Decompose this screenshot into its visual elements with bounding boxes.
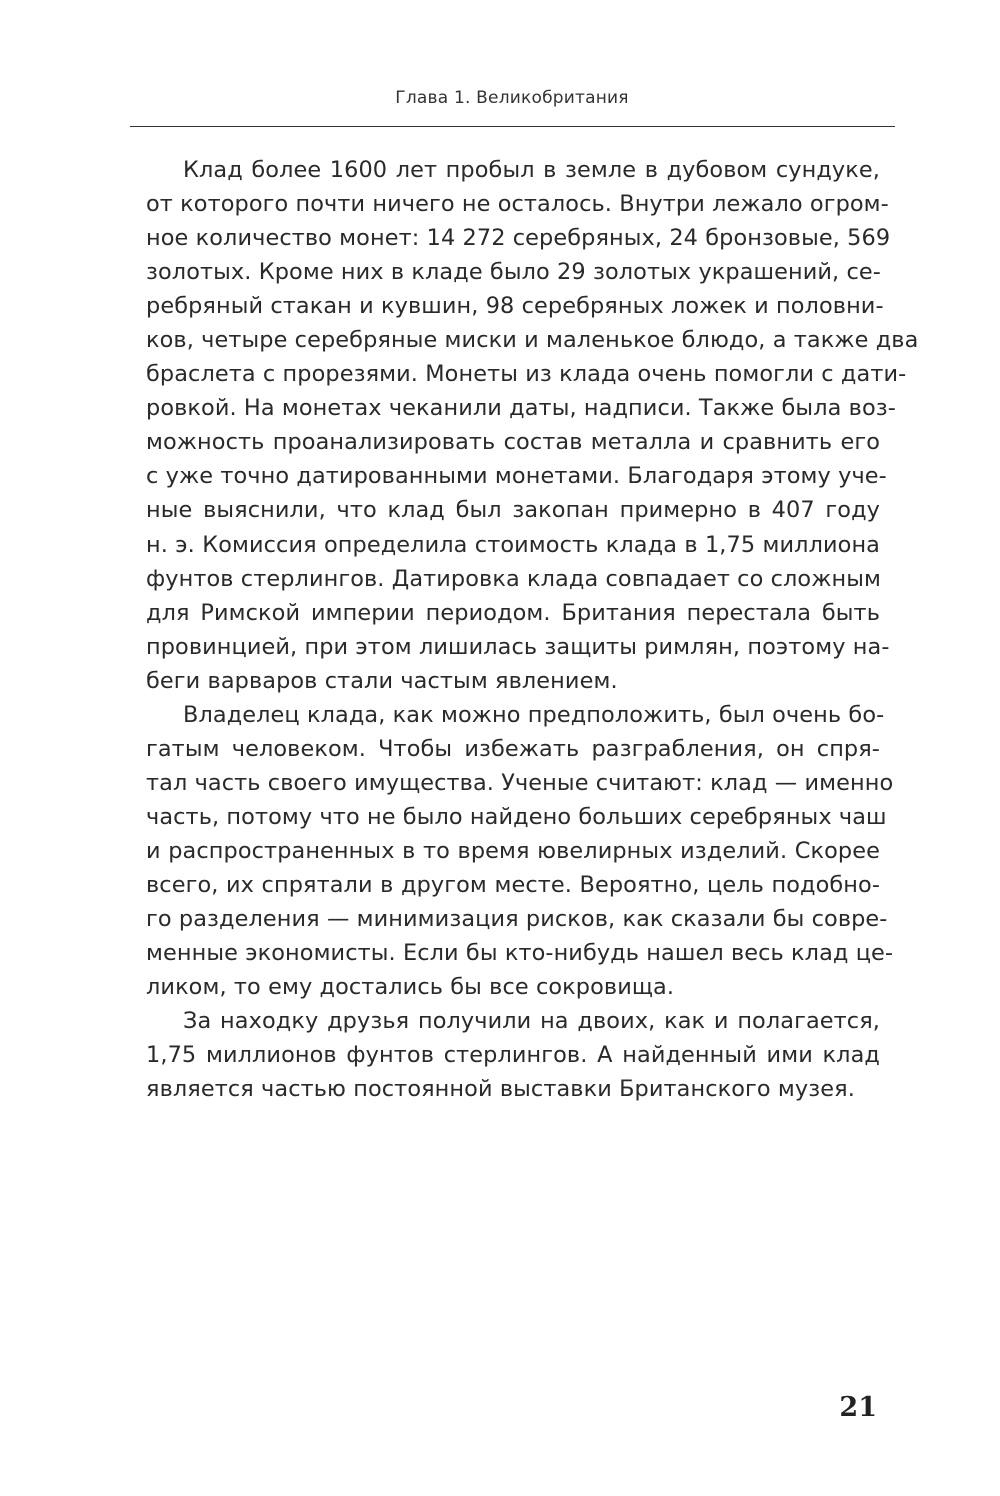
text-line: браслета с прорезями. Монеты из клада очень помогли с дати- <box>146 361 907 388</box>
text-line: ребряный стакан и кувшин, 98 серебряных ложек и половни- <box>146 293 884 320</box>
text-line: можность проанализировать состав металла и сравнить его <box>146 429 880 456</box>
text-line: всего, их спрятали в другом месте. Вероятно, цель подобно- <box>146 871 880 898</box>
running-head: Глава 1. Великобритания <box>395 88 629 108</box>
page-number: 21 <box>839 1392 877 1423</box>
text-line: часть, потому что не было найдено больших серебряных чаш <box>146 803 887 830</box>
text-line: ные выяснили, что клад был закопан примерно в 407 году <box>146 497 880 524</box>
text-line: 1,75 миллионов фунтов стерлингов. А найденный ими клад <box>146 1042 880 1069</box>
text-line: с уже точно датированными монетами. Благодаря этому уче- <box>146 463 887 490</box>
text-line: беги варваров стали частым явлением. <box>146 667 618 694</box>
text-line: фунтов стерлингов. Датировка клада совпадает со сложным <box>146 565 882 592</box>
text-line: ков, четыре серебряные миски и маленькое блюдо, а также два <box>146 327 919 354</box>
text-line: го разделения — минимизация рисков, как сказали бы совре- <box>146 906 888 933</box>
body-text <box>146 153 919 1106</box>
text-line: провинцией, при этом лишилась защиты римлян, поэтому на- <box>146 633 890 660</box>
text-line: гатым человеком. Чтобы избежать разграбления, он спря- <box>146 735 880 762</box>
header-rule <box>130 126 895 127</box>
paragraph-2 <box>146 698 894 1004</box>
text-line: является частью постоянной выставки Британского музея. <box>146 1076 855 1103</box>
text-line: н. э. Комиссия определила стоимость клада в 1,75 миллиона <box>146 531 880 558</box>
text-line: ное количество монет: 14 272 серебряных, 24 бронзовые, 569 <box>146 225 891 252</box>
text-line: менные экономисты. Если бы кто-нибудь нашел весь клад це- <box>146 940 894 967</box>
text-line: золотых. Кроме них в кладе было 29 золотых украшений, се- <box>146 259 881 286</box>
text-line: За находку друзья получили на двоих, как и полагается, <box>183 1008 880 1035</box>
text-line: от которого почти ничего не осталось. Внутри лежало огром- <box>146 191 889 218</box>
paragraph-3 <box>146 1004 880 1106</box>
text-line: тал часть своего имущества. Ученые считают: клад — именно <box>146 769 894 796</box>
text-line: ровкой. На монетах чеканили даты, надписи. Также была воз- <box>146 395 896 422</box>
text-line: ликом, то ему достались бы все сокровища. <box>146 974 675 1001</box>
text-line: и распространенных в то время ювелирных изделий. Скорее <box>146 837 880 864</box>
paragraph-1 <box>146 153 919 698</box>
text-line: Владелец клада, как можно предположить, был очень бо- <box>183 701 885 728</box>
text-line: Клад более 1600 лет пробыл в земле в дубовом сундуке, <box>183 157 880 183</box>
text-line: для Римской империи периодом. Британия перестала быть <box>146 599 880 626</box>
